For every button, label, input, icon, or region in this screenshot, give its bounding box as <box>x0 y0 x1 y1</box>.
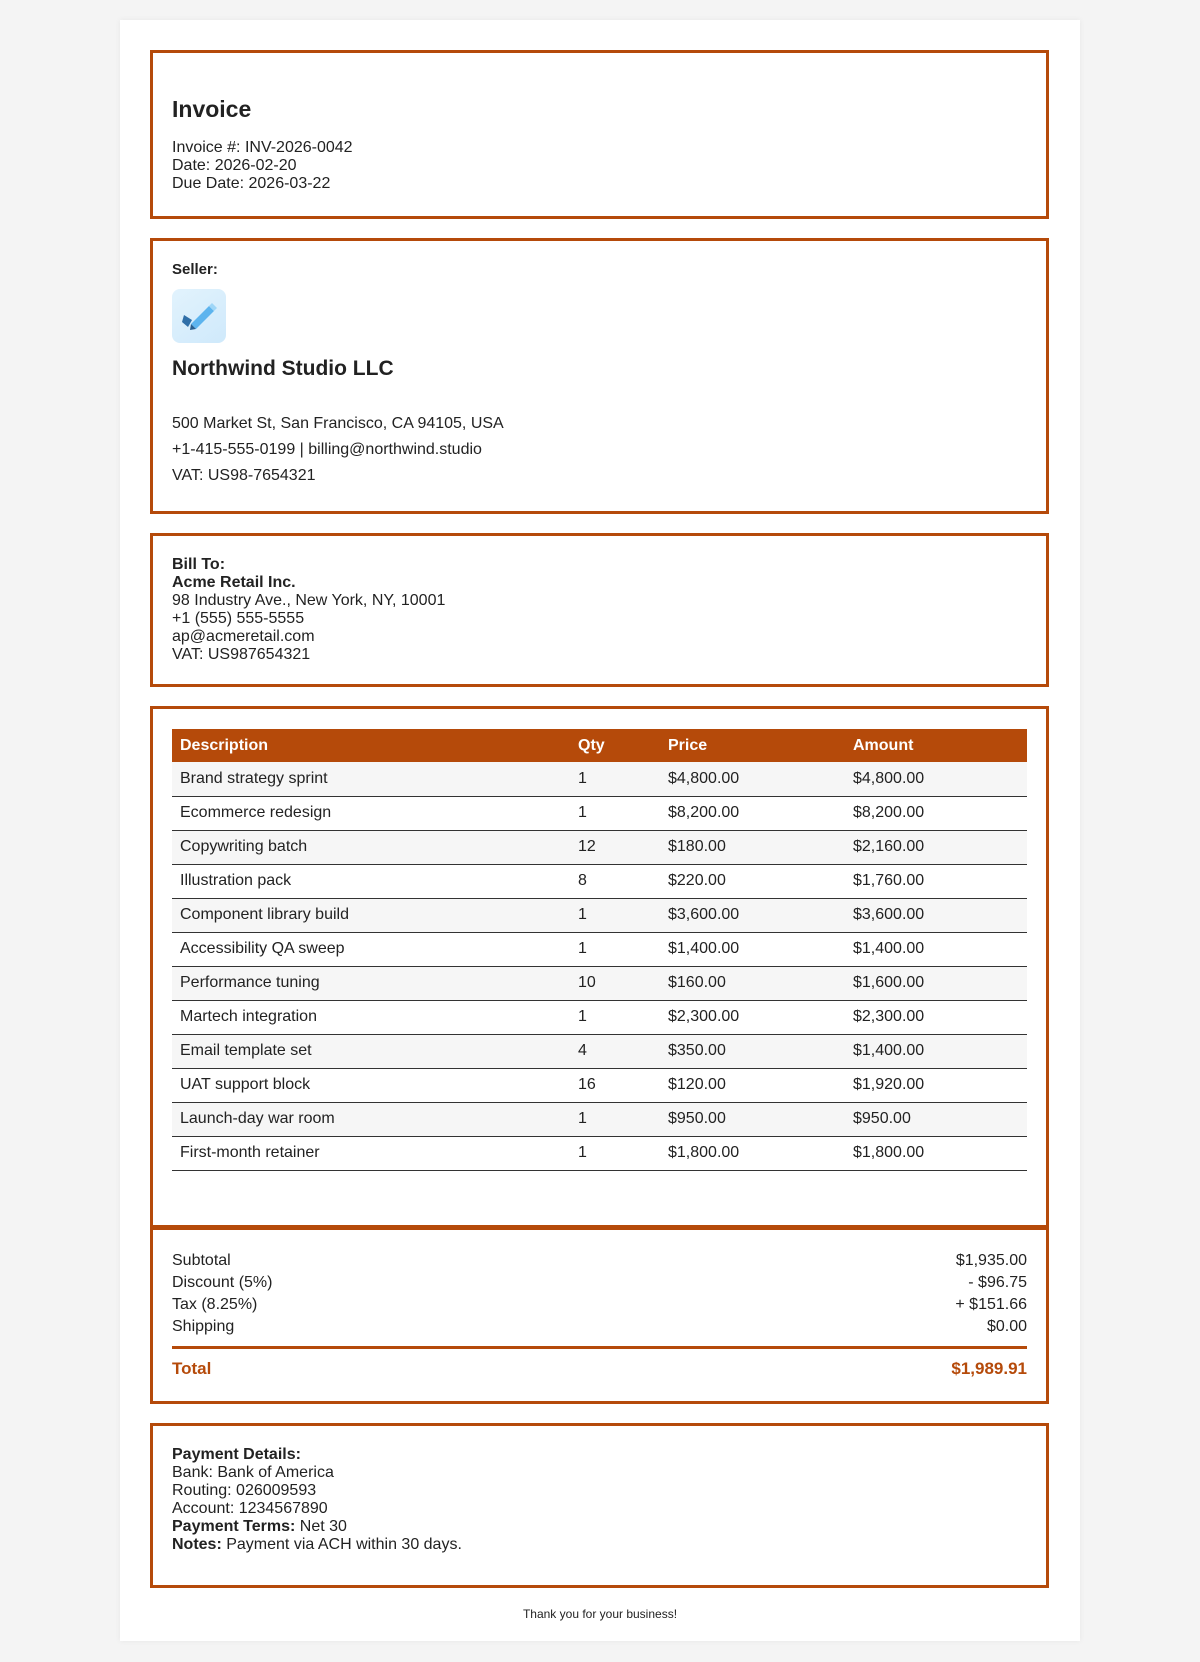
cell-amount: $1,800.00 <box>845 1136 1027 1170</box>
table-header-row <box>172 729 1027 762</box>
page-title: Invoice <box>172 96 252 122</box>
line-items-table <box>172 729 1027 1171</box>
payment-notes: Notes: Payment via ACH within 30 days. <box>172 1536 462 1553</box>
seller-name: Northwind Studio LLC <box>172 357 394 380</box>
cell-amount: $2,300.00 <box>845 1000 1027 1034</box>
seller-label: Seller: <box>172 261 218 278</box>
cell-qty: 4 <box>570 1034 660 1068</box>
cell-qty: 1 <box>570 932 660 966</box>
cell-qty: 1 <box>570 1102 660 1136</box>
cell-qty: 8 <box>570 864 660 898</box>
table-row <box>172 762 1027 796</box>
cell-amount: $1,920.00 <box>845 1068 1027 1102</box>
cell-price: $3,600.00 <box>660 898 845 932</box>
invoice-page <box>120 20 1080 1641</box>
cell-description: Email template set <box>172 1034 570 1068</box>
cell-price: $350.00 <box>660 1034 845 1068</box>
cell-amount: $8,200.00 <box>845 796 1027 830</box>
cell-price: $4,800.00 <box>660 762 845 796</box>
cell-qty: 1 <box>570 796 660 830</box>
cell-qty: 1 <box>570 898 660 932</box>
bill-to-label: Bill To: <box>172 556 226 573</box>
table-row <box>172 932 1027 966</box>
table-row <box>172 864 1027 898</box>
bill-to-email: ap@acmeretail.com <box>172 628 315 645</box>
discount-row: Discount (5%) - $96.75 <box>172 1272 1027 1294</box>
cell-amount: $1,400.00 <box>845 932 1027 966</box>
table-row <box>172 1068 1027 1102</box>
total-label: Total <box>172 1359 212 1378</box>
cell-description: Martech integration <box>172 1000 570 1034</box>
table-row <box>172 898 1027 932</box>
cell-description: Performance tuning <box>172 966 570 1000</box>
table-row <box>172 1034 1027 1068</box>
cell-qty: 12 <box>570 830 660 864</box>
cell-price: $120.00 <box>660 1068 845 1102</box>
payment-terms: Payment Terms: Net 30 <box>172 1518 347 1535</box>
tax-value: + $151.66 <box>955 1296 1027 1313</box>
cell-qty: 1 <box>570 1136 660 1170</box>
cell-description: Ecommerce redesign <box>172 796 570 830</box>
cell-amount: $950.00 <box>845 1102 1027 1136</box>
cell-price: $220.00 <box>660 864 845 898</box>
cell-description: First-month retainer <box>172 1136 570 1170</box>
subtotal-row: Subtotal $1,935.00 <box>172 1250 1027 1272</box>
table-row <box>172 830 1027 864</box>
cell-amount: $4,800.00 <box>845 762 1027 796</box>
column-header-amount: Amount <box>845 729 1027 762</box>
seller-vat: VAT: US98-7654321 <box>172 467 316 484</box>
cell-amount: $1,600.00 <box>845 966 1027 1000</box>
cell-description: Launch-day war room <box>172 1102 570 1136</box>
totals-breakdown <box>172 1250 1027 1338</box>
table-row <box>172 1136 1027 1170</box>
column-header-qty: Qty <box>570 729 660 762</box>
cell-price: $8,200.00 <box>660 796 845 830</box>
cell-price: $2,300.00 <box>660 1000 845 1034</box>
bill-to-vat: VAT: US987654321 <box>172 646 311 663</box>
column-header-price: Price <box>660 729 845 762</box>
cell-description: Brand strategy sprint <box>172 762 570 796</box>
payment-bank: Bank: Bank of America <box>172 1464 334 1481</box>
payment-section <box>150 1423 1049 1588</box>
invoice-header <box>150 50 1049 219</box>
cell-amount: $3,600.00 <box>845 898 1027 932</box>
payment-routing: Routing: 026009593 <box>172 1482 317 1499</box>
line-items-section <box>150 706 1049 1228</box>
cell-price: $160.00 <box>660 966 845 1000</box>
subtotal-value: $1,935.00 <box>955 1252 1027 1269</box>
cell-description: Component library build <box>172 898 570 932</box>
tax-row: Tax (8.25%) + $151.66 <box>172 1294 1027 1316</box>
shipping-value: $0.00 <box>986 1318 1027 1335</box>
payment-details <box>172 1446 1027 1554</box>
table-row <box>172 796 1027 830</box>
check-pencil-icon <box>172 289 226 343</box>
bill-to-address: 98 Industry Ave., New York, NY, 10001 <box>172 592 446 609</box>
invoice-meta <box>172 139 1027 193</box>
cell-description: Copywriting batch <box>172 830 570 864</box>
table-row <box>172 966 1027 1000</box>
cell-qty: 10 <box>570 966 660 1000</box>
invoice-due-date: Due Date: 2026-03-22 <box>172 175 331 192</box>
bill-to-details <box>172 556 1027 664</box>
cell-price: $1,800.00 <box>660 1136 845 1170</box>
cell-description: UAT support block <box>172 1068 570 1102</box>
cell-price: $950.00 <box>660 1102 845 1136</box>
shipping-row: Shipping $0.00 <box>172 1316 1027 1338</box>
cell-price: $180.00 <box>660 830 845 864</box>
bill-to-phone: +1 (555) 555-5555 <box>172 610 305 627</box>
cell-qty: 16 <box>570 1068 660 1102</box>
total-row <box>172 1346 1027 1379</box>
table-row <box>172 1000 1027 1034</box>
bill-to-name: Acme Retail Inc. <box>172 574 296 591</box>
bill-to-section <box>150 533 1049 687</box>
seller-details <box>172 411 1027 489</box>
column-header-description: Description <box>172 729 570 762</box>
discount-value: - $96.75 <box>968 1274 1027 1291</box>
totals-section <box>150 1227 1049 1404</box>
table-row <box>172 1102 1027 1136</box>
seller-section <box>150 238 1049 514</box>
cell-amount: $1,760.00 <box>845 864 1027 898</box>
cell-amount: $1,400.00 <box>845 1034 1027 1068</box>
cell-amount: $2,160.00 <box>845 830 1027 864</box>
cell-description: Accessibility QA sweep <box>172 932 570 966</box>
total-value: $1,989.91 <box>951 1359 1027 1378</box>
payment-label: Payment Details: <box>172 1446 301 1463</box>
footer-note: Thank you for your business! <box>522 1607 678 1621</box>
seller-address: 500 Market St, San Francisco, CA 94105, USA <box>172 415 504 432</box>
cell-qty: 1 <box>570 762 660 796</box>
cell-description: Illustration pack <box>172 864 570 898</box>
invoice-date: Date: 2026-02-20 <box>172 157 297 174</box>
cell-qty: 1 <box>570 1000 660 1034</box>
invoice-number: Invoice #: INV-2026-0042 <box>172 139 353 156</box>
payment-account: Account: 1234567890 <box>172 1500 328 1517</box>
cell-price: $1,400.00 <box>660 932 845 966</box>
seller-contact: +1-415-555-0199 | billing@northwind.studio <box>172 441 482 458</box>
